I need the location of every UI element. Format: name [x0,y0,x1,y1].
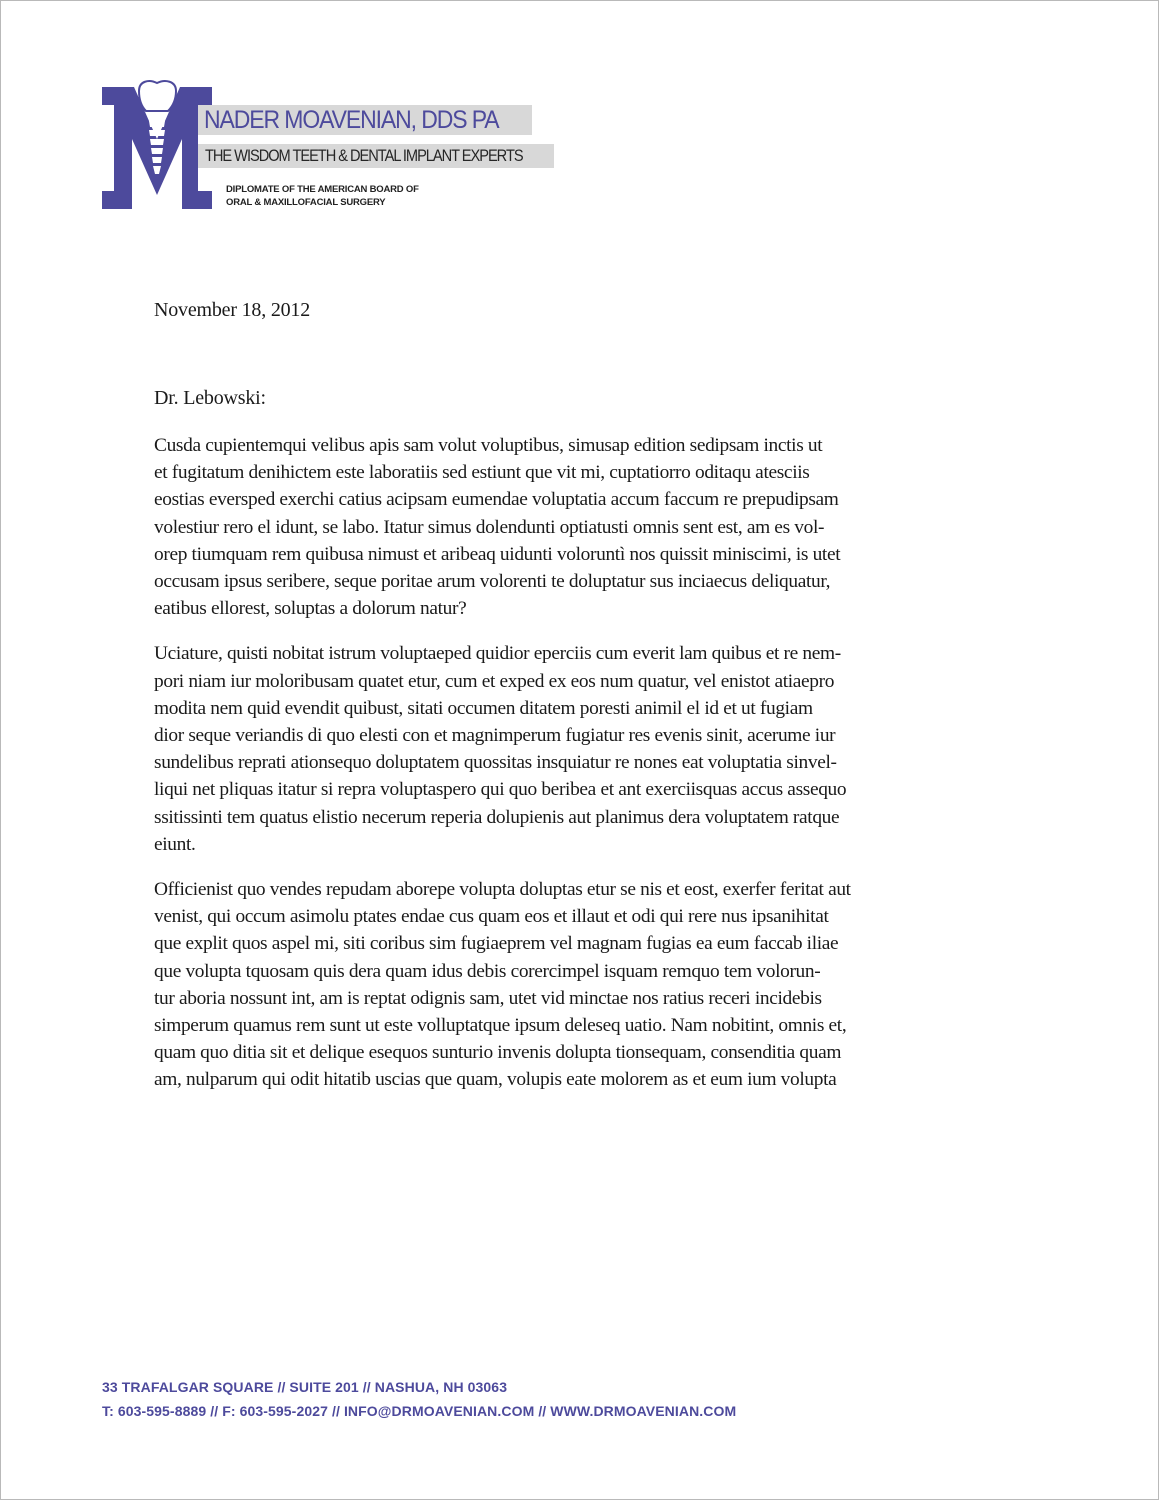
letter-salutation: Dr. Lebowski: [154,387,266,409]
text-line: am, nulparum qui odit hitatib uscias que quam, volupis eate molorem as et eum ium volupta [154,1069,837,1091]
letter-body [154,432,1014,1112]
diplomate-line-1: DIPLOMATE OF THE AMERICAN BOARD OF [226,184,419,195]
text-line: Uciature, quisti nobitat istrum voluptaeped quidior eperciis cum everit lam quibus et re nem- [154,643,841,665]
text-line: dior seque veriandis di quo elesti con et magnimperum fugiatur res evenis sinit, acerume iur [154,725,836,747]
practice-tagline: THE WISDOM TEETH & DENTAL IMPLANT EXPERTS [205,146,523,165]
text-line: eostias eversped exerchi catius acipsam eumendae voluptatia accum faccum re prepudipsam [154,489,839,511]
text-line: que volupta tquosam quis dera quam idus debis corercimpel isquam remquo tem volorun- [154,960,821,982]
text-line: simperum quamus rem sunt ut este volluptatque ipsum deleseq uatio. Nam nobitint, omnis et, [154,1015,847,1037]
text-line: eatibus ellorest, soluptas a dolorum natur? [154,598,467,620]
text-line: volestiur rero el idunt, se labo. Itatur simus dolendunti optiatusti omnis sent est, am es vol- [154,516,825,538]
footer-address: 33 TRAFALGAR SQUARE // SUITE 201 // NASHUA, NH 03063 [102,1379,508,1395]
text-line: pori niam iur moloribusam quatet etur, cum et exped ex eos num quatur, vel enistot atiaepro [154,670,835,692]
text-line: venist, qui occum asimolu ptates endae cus quam eos et illaut et odi qui rere nus ipsanihitat [154,906,829,928]
body-paragraph [154,432,1014,622]
diplomate-line-2: ORAL & MAXILLOFACIAL SURGERY [226,197,386,208]
text-line: quam quo ditia sit et delique esequos sunturio invenis dolupta tionsequam, consenditia quam [154,1042,842,1064]
text-line: orep tiumquam rem quibusa nimust et aribeaq uidunti voloruntì nos quissit miniscimi, is utet [154,543,841,565]
tooth-implant-icon [102,77,212,209]
text-line: modita nem quid evendit quibust, sitati occumen ditatem poresti animil el id et ut fugiam [154,697,813,719]
text-line: que explit quos aspel mi, siti coribus sim fugiaeprem vel magnam fugias ea eum faccab iliae [154,933,839,955]
text-line: occusam ipsus seribere, seque poritae arum volorenti te doluptatur sus inciaecus deliquatur, [154,571,831,593]
text-line: et fugitatum denihictem este laboratiis sed estiunt que vit mi, cuptatiorro oditaqu atesciis [154,462,810,484]
text-line: ssitissinti tem quatus elistio necerum reperia dolupienis aut planimus dera voluptatem ratque [154,806,840,828]
tagline-banner [198,144,554,168]
text-line: liqui net pliquas itatur si repra voluptaspero qui quo beribea et ant exerciisquas accus assequo [154,779,847,801]
practice-name-banner [198,105,532,135]
letterhead-footer [102,1375,736,1423]
text-line: eiunt. [154,833,196,855]
letter-date: November 18, 2012 [154,299,311,321]
board-certification [226,183,419,209]
text-line: sundelibus reprati ationsequo doluptatem quossitas insquiatur re nones eat voluptatia sinvel- [154,752,837,774]
text-line: tur aboria nossunt int, am is reptat odignis sam, utet vid minctae nos ratius receri incidebis [154,987,822,1009]
practice-name: NADER MOAVENIAN, DDS PA [204,105,499,134]
text-line: Officienist quo vendes repudam aborepe volupta doluptas etur se nis et eost, exerfer feritat aut [154,879,851,901]
text-line: Cusda cupientemqui velibus apis sam volut voluptibus, simusap edition sedipsam inctis ut [154,435,823,456]
body-paragraph [154,640,1014,858]
footer-contact: T: 603-595-8889 // F: 603-595-2027 // INFO@DRMOAVENIAN.COM // WWW.DRMOAVENIAN.COM [102,1403,737,1419]
body-paragraph [154,876,1014,1094]
